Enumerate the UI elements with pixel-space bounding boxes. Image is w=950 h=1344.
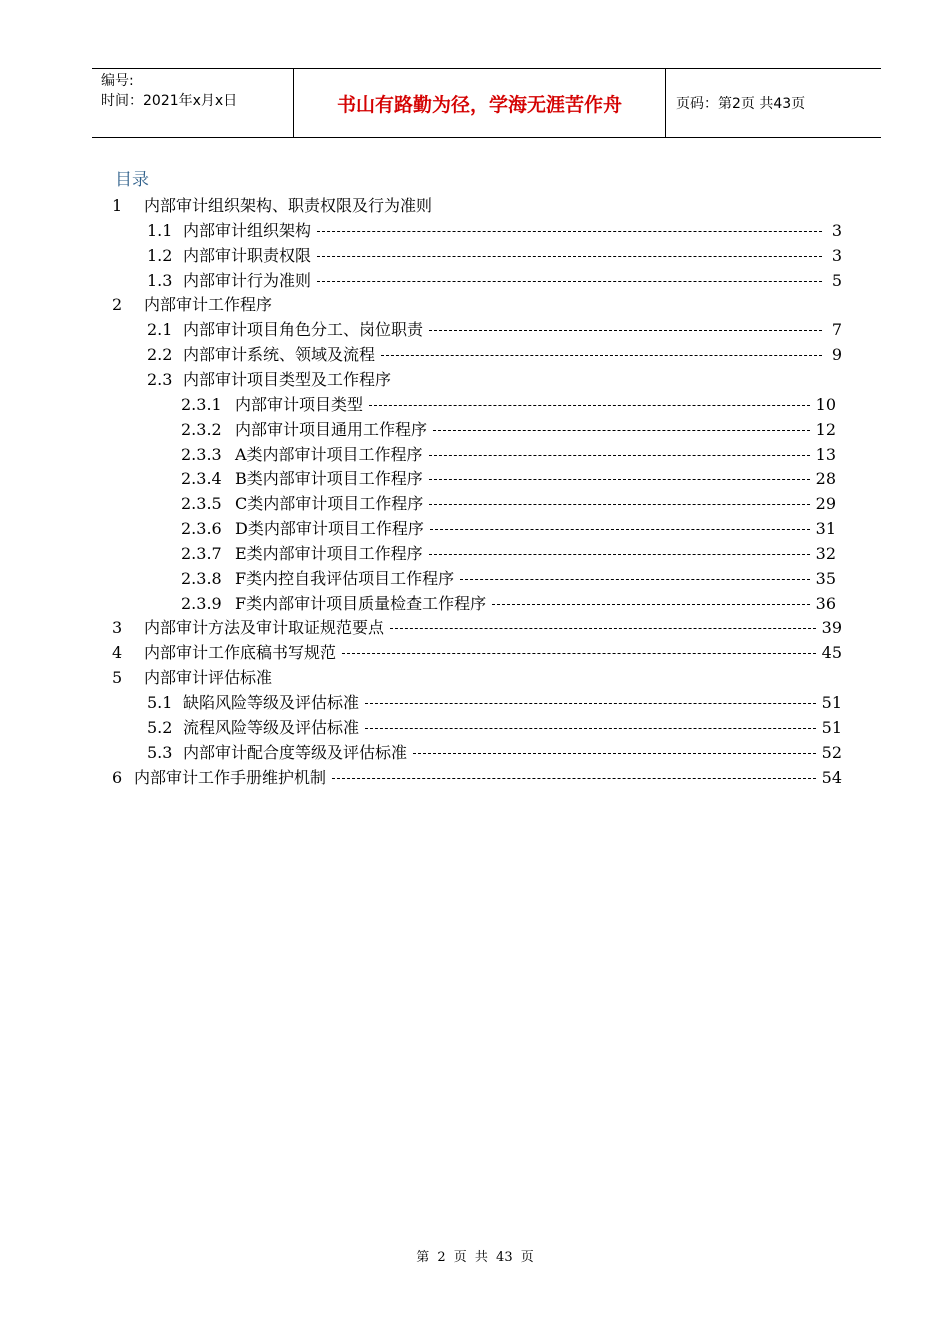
toc-entry-page: 3 [831, 245, 842, 265]
toc-entry[interactable] [112, 193, 842, 218]
toc-entry-number: 2.3.1 [181, 394, 222, 414]
toc-leader-dashes [429, 455, 810, 456]
toc-entry-number: 1 [112, 196, 123, 215]
toc-entry-number: 1.2 [147, 245, 173, 265]
toc-entry-page: 29 [815, 494, 836, 514]
toc-entry-page: 51 [821, 693, 842, 712]
toc-entry-label: 内部审计组织架构、职责权限及行为准则 [144, 196, 433, 215]
toc-entry[interactable] [112, 292, 842, 317]
toc-entry-number: 6 [112, 767, 123, 787]
toc-leader-dashes [429, 479, 810, 480]
toc-entry-page: 45 [821, 643, 842, 663]
toc-entry-label: A类内部审计项目工作程序 [235, 444, 423, 464]
toc-entry-page: 35 [815, 568, 836, 588]
toc-entry-label: 内部审计项目类型及工作程序 [183, 369, 392, 389]
toc-entry-page: 7 [831, 320, 842, 340]
toc-entry-number: 5.3 [147, 742, 173, 762]
toc-entry-page: 52 [821, 742, 842, 762]
toc-entry-label: 内部审计项目通用工作程序 [235, 419, 428, 439]
toc-entry-page: 36 [815, 593, 836, 613]
toc-entry-label: 内部审计方法及审计取证规范要点 [144, 618, 385, 638]
toc-entry-page: 13 [815, 444, 836, 464]
toc-entry-number: 3 [112, 618, 123, 638]
toc-entry-page: 28 [815, 469, 836, 489]
toc-entry[interactable] [181, 541, 836, 566]
toc-entry-page: 3 [831, 220, 842, 240]
page-footer: 第 2 页 共 43 页 [416, 1250, 534, 1265]
toc-entry[interactable] [147, 690, 842, 715]
toc-entry-label: E类内部审计项目工作程序 [235, 543, 423, 563]
toc-entry-page: 39 [821, 618, 842, 638]
toc-entry-number: 2.3.8 [181, 568, 222, 588]
toc-entry-number: 5.1 [147, 693, 173, 712]
toc-leader-dashes [317, 281, 822, 282]
toc-entry-page: 31 [815, 519, 836, 539]
toc-entry-label: 内部审计评估标准 [144, 668, 273, 688]
toc-leader-dashes [342, 653, 816, 654]
toc-entry[interactable] [147, 740, 842, 765]
toc-entry[interactable] [112, 765, 842, 790]
toc-entry[interactable] [181, 591, 836, 616]
toc-entry-label: F类内控自我评估项目工作程序 [235, 568, 455, 588]
toc-entry[interactable] [112, 615, 842, 640]
toc-entry-label: B类内部审计项目工作程序 [235, 469, 423, 489]
toc-leader-dashes [317, 231, 822, 232]
header-slogan: 书山有路勤为径，学海无涯苦作舟 [293, 69, 666, 137]
toc-entry-number: 2.1 [147, 320, 173, 340]
toc-entry-number: 1.1 [147, 220, 173, 240]
toc-entry-number: 2.3.2 [181, 419, 222, 439]
toc-entry-label: 流程风险等级及评估标准 [183, 717, 360, 737]
toc-entry[interactable] [147, 317, 842, 342]
toc-entry-page: 54 [821, 767, 842, 787]
toc-leader-dashes [369, 405, 810, 406]
toc-entry[interactable] [147, 218, 842, 243]
toc-leader-dashes [317, 256, 822, 257]
header-number-label: 编号: [101, 73, 134, 89]
toc-entry-label: 内部审计行为准则 [183, 270, 312, 290]
toc-entry[interactable] [112, 665, 842, 690]
toc-entry-label: D类内部审计项目工作程序 [235, 519, 424, 539]
toc-entry[interactable] [147, 243, 842, 268]
toc-entry-number: 5 [112, 668, 123, 688]
toc-entry[interactable] [181, 466, 836, 491]
toc-entry-number: 2.3.9 [181, 593, 222, 613]
toc-leader-dashes [492, 604, 810, 605]
header-meta [92, 69, 293, 137]
header-page-info: 页码：第2页 共43页 [676, 96, 806, 112]
toc-entry[interactable] [181, 491, 836, 516]
toc-entry-number: 2.3.3 [181, 444, 222, 464]
toc-leader-dashes [413, 753, 816, 754]
page-header [92, 68, 881, 138]
toc-entry-number: 2 [112, 295, 123, 315]
toc-entry-label: 内部审计项目角色分工、岗位职责 [183, 320, 424, 340]
toc-entry-label: 内部审计工作手册维护机制 [134, 767, 327, 787]
toc-entry-page: 9 [831, 345, 842, 365]
toc-entry-number: 2.3.4 [181, 469, 222, 489]
toc-entry-label: F类内部审计项目质量检查工作程序 [235, 593, 487, 613]
toc-entry-label: 内部审计配合度等级及评估标准 [183, 742, 408, 762]
toc-leader-dashes [429, 554, 810, 555]
toc-entry-number: 2.3.5 [181, 494, 222, 514]
toc-entry-label: 内部审计工作程序 [144, 295, 273, 315]
toc-entry-number: 1.3 [147, 270, 173, 290]
toc-entry[interactable] [147, 367, 842, 392]
toc-entry-page: 10 [815, 394, 836, 414]
toc-leader-dashes [429, 330, 822, 331]
toc-entry-page: 32 [815, 543, 836, 563]
toc-entry-page: 51 [821, 717, 842, 737]
toc-entry[interactable] [147, 342, 842, 367]
toc-entry-label: C类内部审计项目工作程序 [235, 494, 424, 514]
toc-entry[interactable] [181, 392, 836, 417]
toc-leader-dashes [430, 529, 810, 530]
toc-leader-dashes [365, 728, 816, 729]
toc-leader-dashes [332, 778, 816, 779]
toc-entry-number: 4 [112, 643, 123, 663]
toc-entry-label: 内部审计职责权限 [183, 245, 312, 265]
toc-leader-dashes [390, 628, 816, 629]
toc-title: 目录 [115, 170, 149, 190]
toc-entry-number: 5.2 [147, 717, 173, 737]
toc-leader-dashes [381, 355, 822, 356]
toc-entry-label: 缺陷风险等级及评估标准 [183, 693, 360, 712]
header-time-label: 时间：2021年x月x日 [101, 93, 238, 109]
toc-entry-page: 12 [815, 419, 836, 439]
toc-entry[interactable] [181, 566, 836, 591]
toc-entry[interactable] [112, 640, 842, 665]
toc-entry-number: 2.3 [147, 369, 173, 389]
toc-entry-label: 内部审计项目类型 [235, 394, 364, 414]
toc-entry-number: 2.2 [147, 345, 173, 365]
toc-entry[interactable] [181, 516, 836, 541]
toc-entry[interactable] [147, 715, 842, 740]
toc-entry[interactable] [181, 417, 836, 442]
toc-entry-page: 5 [831, 270, 842, 290]
toc-leader-dashes [429, 504, 809, 505]
toc-entry-number: 2.3.7 [181, 543, 222, 563]
toc-leader-dashes [365, 703, 816, 704]
toc-entry-label: 内部审计系统、领域及流程 [183, 345, 376, 365]
toc-entry-number: 2.3.6 [181, 519, 222, 539]
toc-entry[interactable] [147, 268, 842, 293]
toc-entry-label: 内部审计工作底稿书写规范 [144, 643, 337, 663]
toc-entry[interactable] [181, 442, 836, 467]
toc-entry-label: 内部审计组织架构 [183, 220, 312, 240]
toc-leader-dashes [433, 430, 810, 431]
toc-leader-dashes [460, 579, 810, 580]
